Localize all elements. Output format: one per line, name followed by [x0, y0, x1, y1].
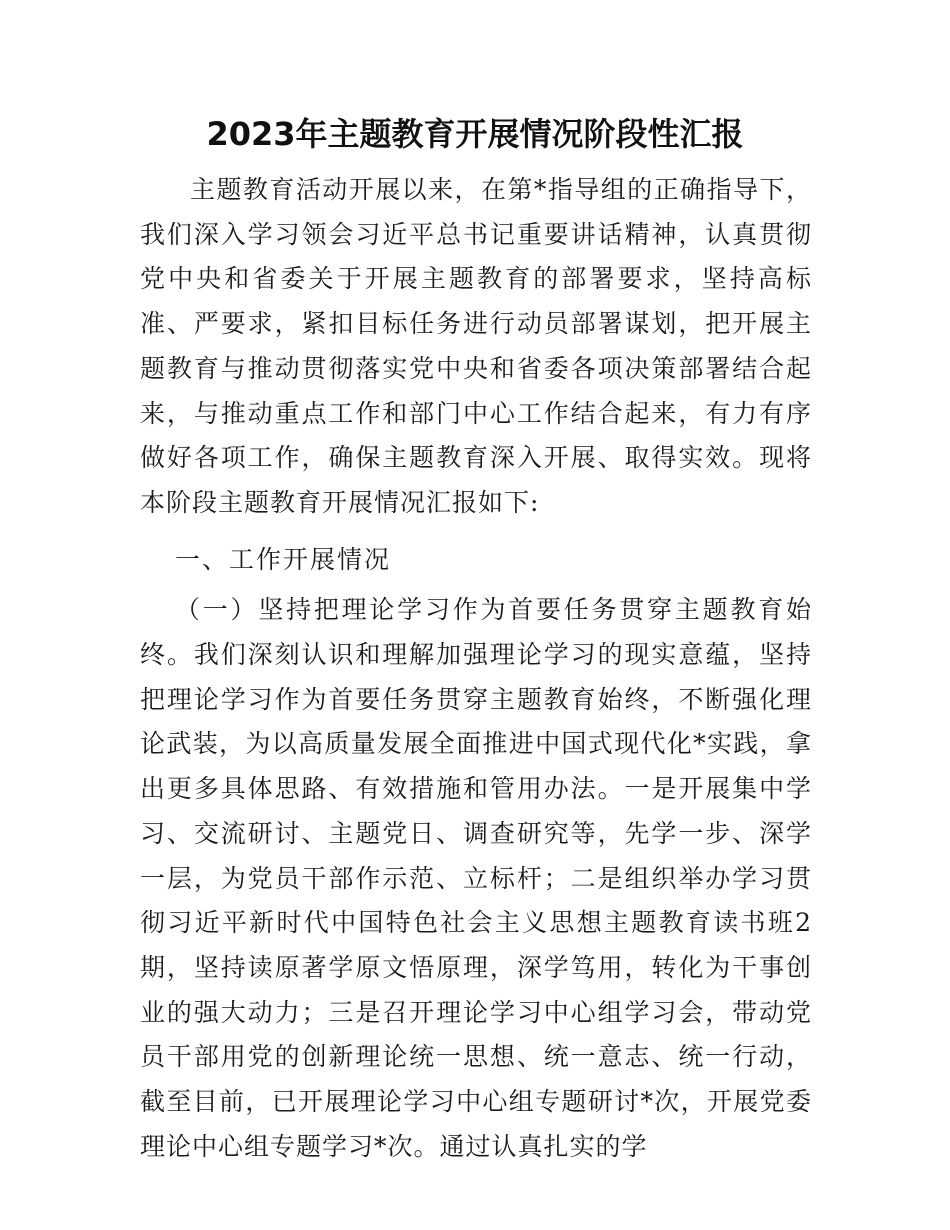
section-paragraph: （一）坚持把理论学习作为首要任务贯穿主题教育始终。我们深刻认识和理解加强理论学习的现实意蕴，坚持把理论学习作为首要任务贯穿主题教育始终，不断强化理论武装，为以高质量发展全面推进中国式现代化*实践，拿出更多具体思路、有效措施和管用办法。一是开展集中学习、交流研讨、主题党日、调查研究等，先学一步、深学一层，为党员干部作示范、立标杆；二是组织举办学习贯彻习近平新时代中国特色社会主义思想主题教育读书班2期，坚持读原著学原文悟原理，深学笃用，转化为干事创业的强大动力；三是召开理论学习中心组学习会，带动党员干部用党的创新理论统一思想、统一意志、统一行动，截至目前，已开展理论学习中心组专题研讨*次，开展党委理论中心组专题学习*次。通过认真扎实的学: [140, 595, 812, 1161]
document-title: 2023年主题教育开展情况阶段性汇报: [206, 115, 744, 153]
section-heading: 一、工作开展情况: [175, 544, 392, 574]
intro-paragraph: 主题教育活动开展以来，在第*指导组的正确指导下，我们深入学习领会习近平总书记重要讲话精神，认真贯彻党中央和省委关于开展主题教育的部署要求，坚持高标准、严要求，紧扣目标任务进行动员部署谋划，把开展主题教育与推动贯彻落实党中央和省委各项决策部署结合起来，与推动重点工作和部门中心工作结合起来，有力有序做好各项工作，确保主题教育深入开展、取得实效。现将本阶段主题教育开展情况汇报如下:: [140, 175, 812, 517]
document-body: [140, 168, 812, 1169]
